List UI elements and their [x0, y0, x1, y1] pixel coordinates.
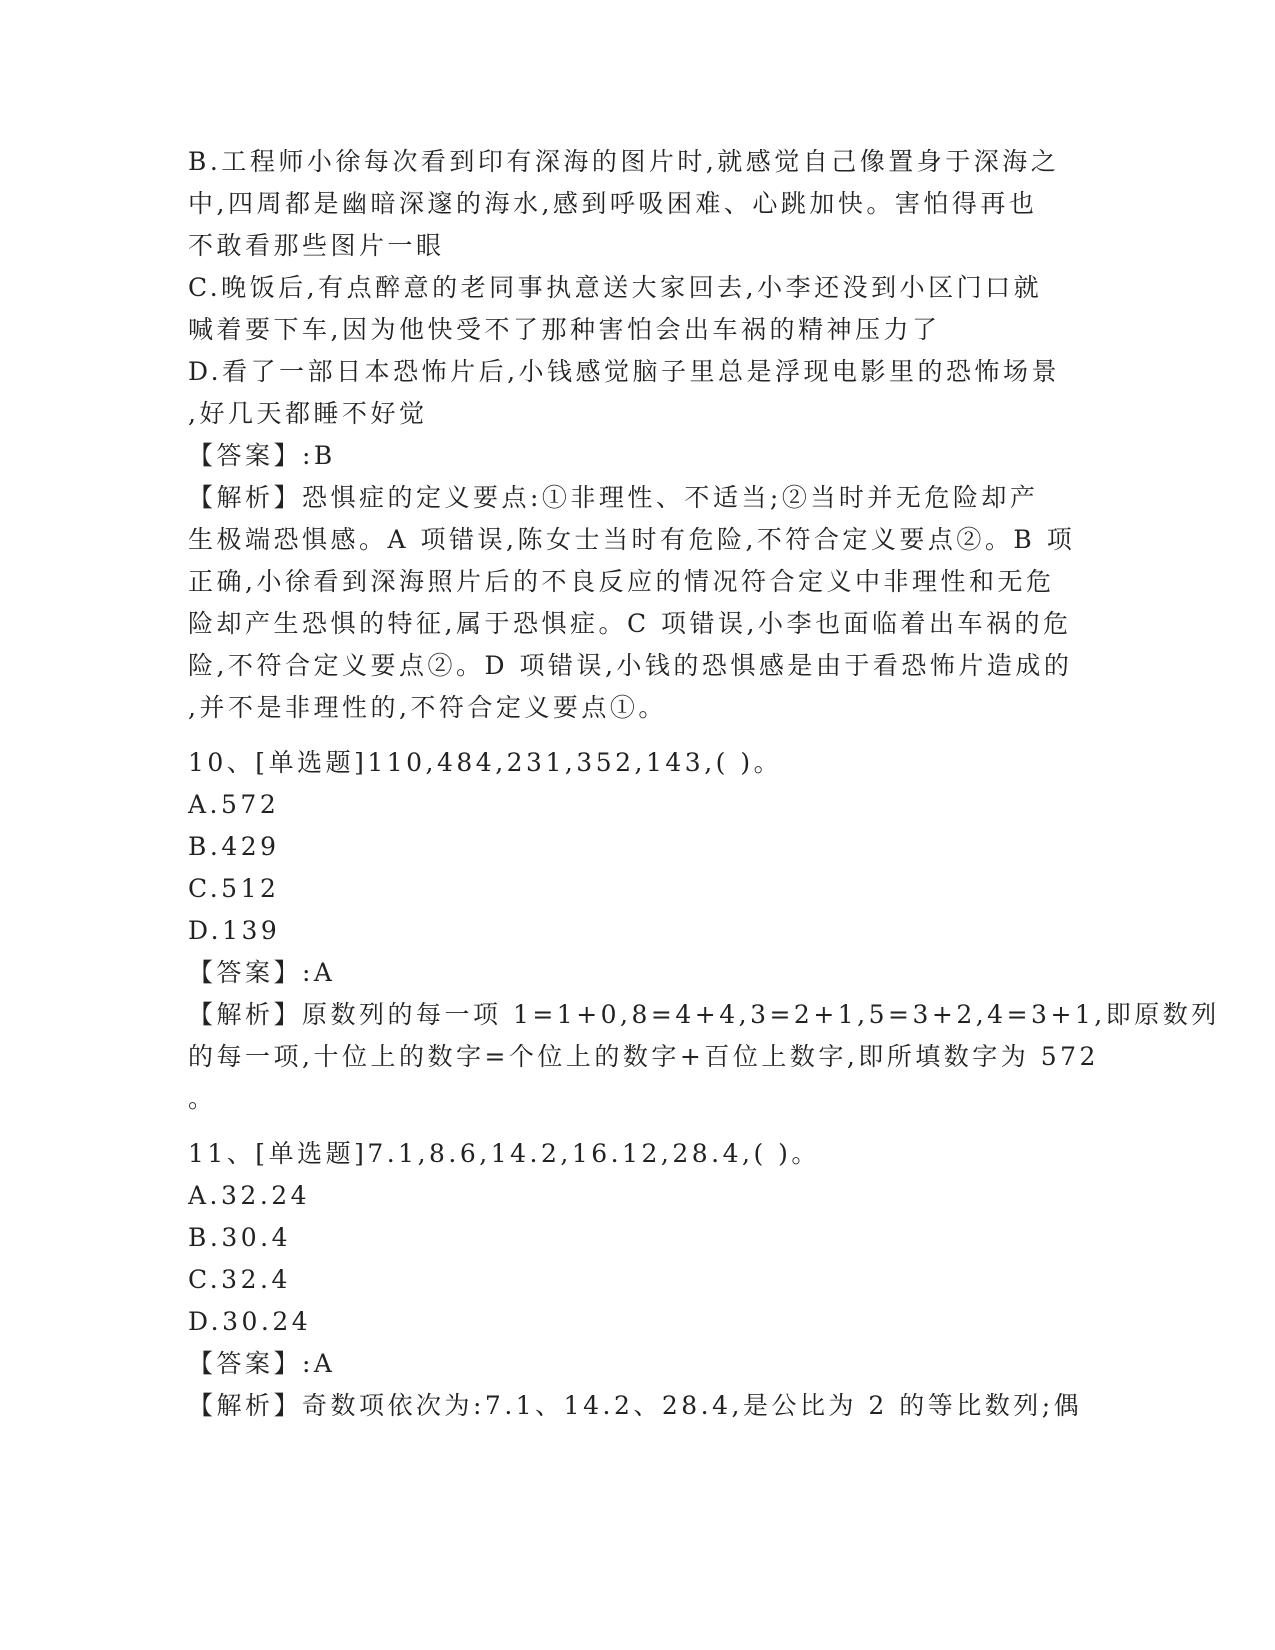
option-b-text-line-2: 中,四周都是幽暗深邃的海水,感到呼吸困难、心跳加快。害怕得再也 — [188, 189, 1038, 218]
option-c-text-line-2: 喊着要下车,因为他快受不了那种害怕会出车祸的精神压力了 — [188, 315, 941, 344]
q11-option-b: B.30.4 — [188, 1223, 291, 1252]
q10-option-a: A.572 — [188, 790, 280, 819]
question-11: 11、[单选题]7.1,8.6,14.2,16.12,28.4,( )。 — [188, 1139, 820, 1168]
option-d-text-line-2: ,好几天都睡不好觉 — [188, 399, 428, 428]
answer-q10: 【答案】:A — [188, 958, 336, 987]
q11-option-d: D.30.24 — [188, 1307, 312, 1336]
option-d-text-line-1: D.看了一部日本恐怖片后,小钱感觉脑子里总是浮现电影里的恐怖场景 — [188, 357, 1061, 386]
q10-option-d: D.139 — [188, 916, 281, 945]
option-b-text-line-3: 不敢看那些图片一眼 — [188, 231, 445, 260]
q10-option-b: B.429 — [188, 832, 280, 861]
answer-q11: 【答案】:A — [188, 1349, 336, 1378]
analysis-q11-line-1: 【解析】奇数项依次为:7.1、14.2、28.4,是公比为 2 的等比数列;偶 — [188, 1391, 1083, 1420]
analysis-q9-line-1: 【解析】恐惧症的定义要点:①非理性、不适当;②当时并无危险却产 — [188, 483, 1039, 512]
q10-option-c: C.512 — [188, 874, 280, 903]
analysis-q10-line-3: 。 — [188, 1084, 217, 1113]
analysis-q9-line-3: 正确,小徐看到深海照片后的不良反应的情况符合定义中非理性和无危 — [188, 567, 1055, 596]
option-b-text-line-1: B.工程师小徐每次看到印有深海的图片时,就感觉自己像置身于深海之 — [188, 147, 1060, 176]
analysis-q10-line-2: 的每一项,十位上的数字=个位上的数字+百位上数字,即所填数字为 572 — [188, 1042, 1099, 1071]
analysis-q10-line-1: 【解析】原数列的每一项 1=1+0,8=4+4,3=2+1,5=3+2,4=3+1,即原数列 — [188, 1000, 1220, 1029]
analysis-q9-line-2: 生极端恐惧感。A 项错误,陈女士当时有危险,不符合定义要点②。B 项 — [188, 525, 1076, 554]
question-10: 10、[单选题]110,484,231,352,143,( )。 — [188, 748, 783, 777]
q11-option-c: C.32.4 — [188, 1265, 291, 1294]
analysis-q9-line-4: 险却产生恐惧的特征,属于恐惧症。C 项错误,小李也面临着出车祸的危 — [188, 609, 1072, 638]
option-c-text-line-1: C.晚饭后,有点醉意的老同事执意送大家回去,小李还没到小区门口就 — [188, 273, 1043, 302]
analysis-q9-line-5: 险,不符合定义要点②。D 项错误,小钱的恐惧感是由于看恐怖片造成的 — [188, 651, 1073, 680]
answer-q9: 【答案】:B — [188, 441, 336, 470]
q11-option-a: A.32.24 — [188, 1181, 311, 1210]
analysis-q9-line-6: ,并不是非理性的,不符合定义要点①。 — [188, 693, 667, 722]
